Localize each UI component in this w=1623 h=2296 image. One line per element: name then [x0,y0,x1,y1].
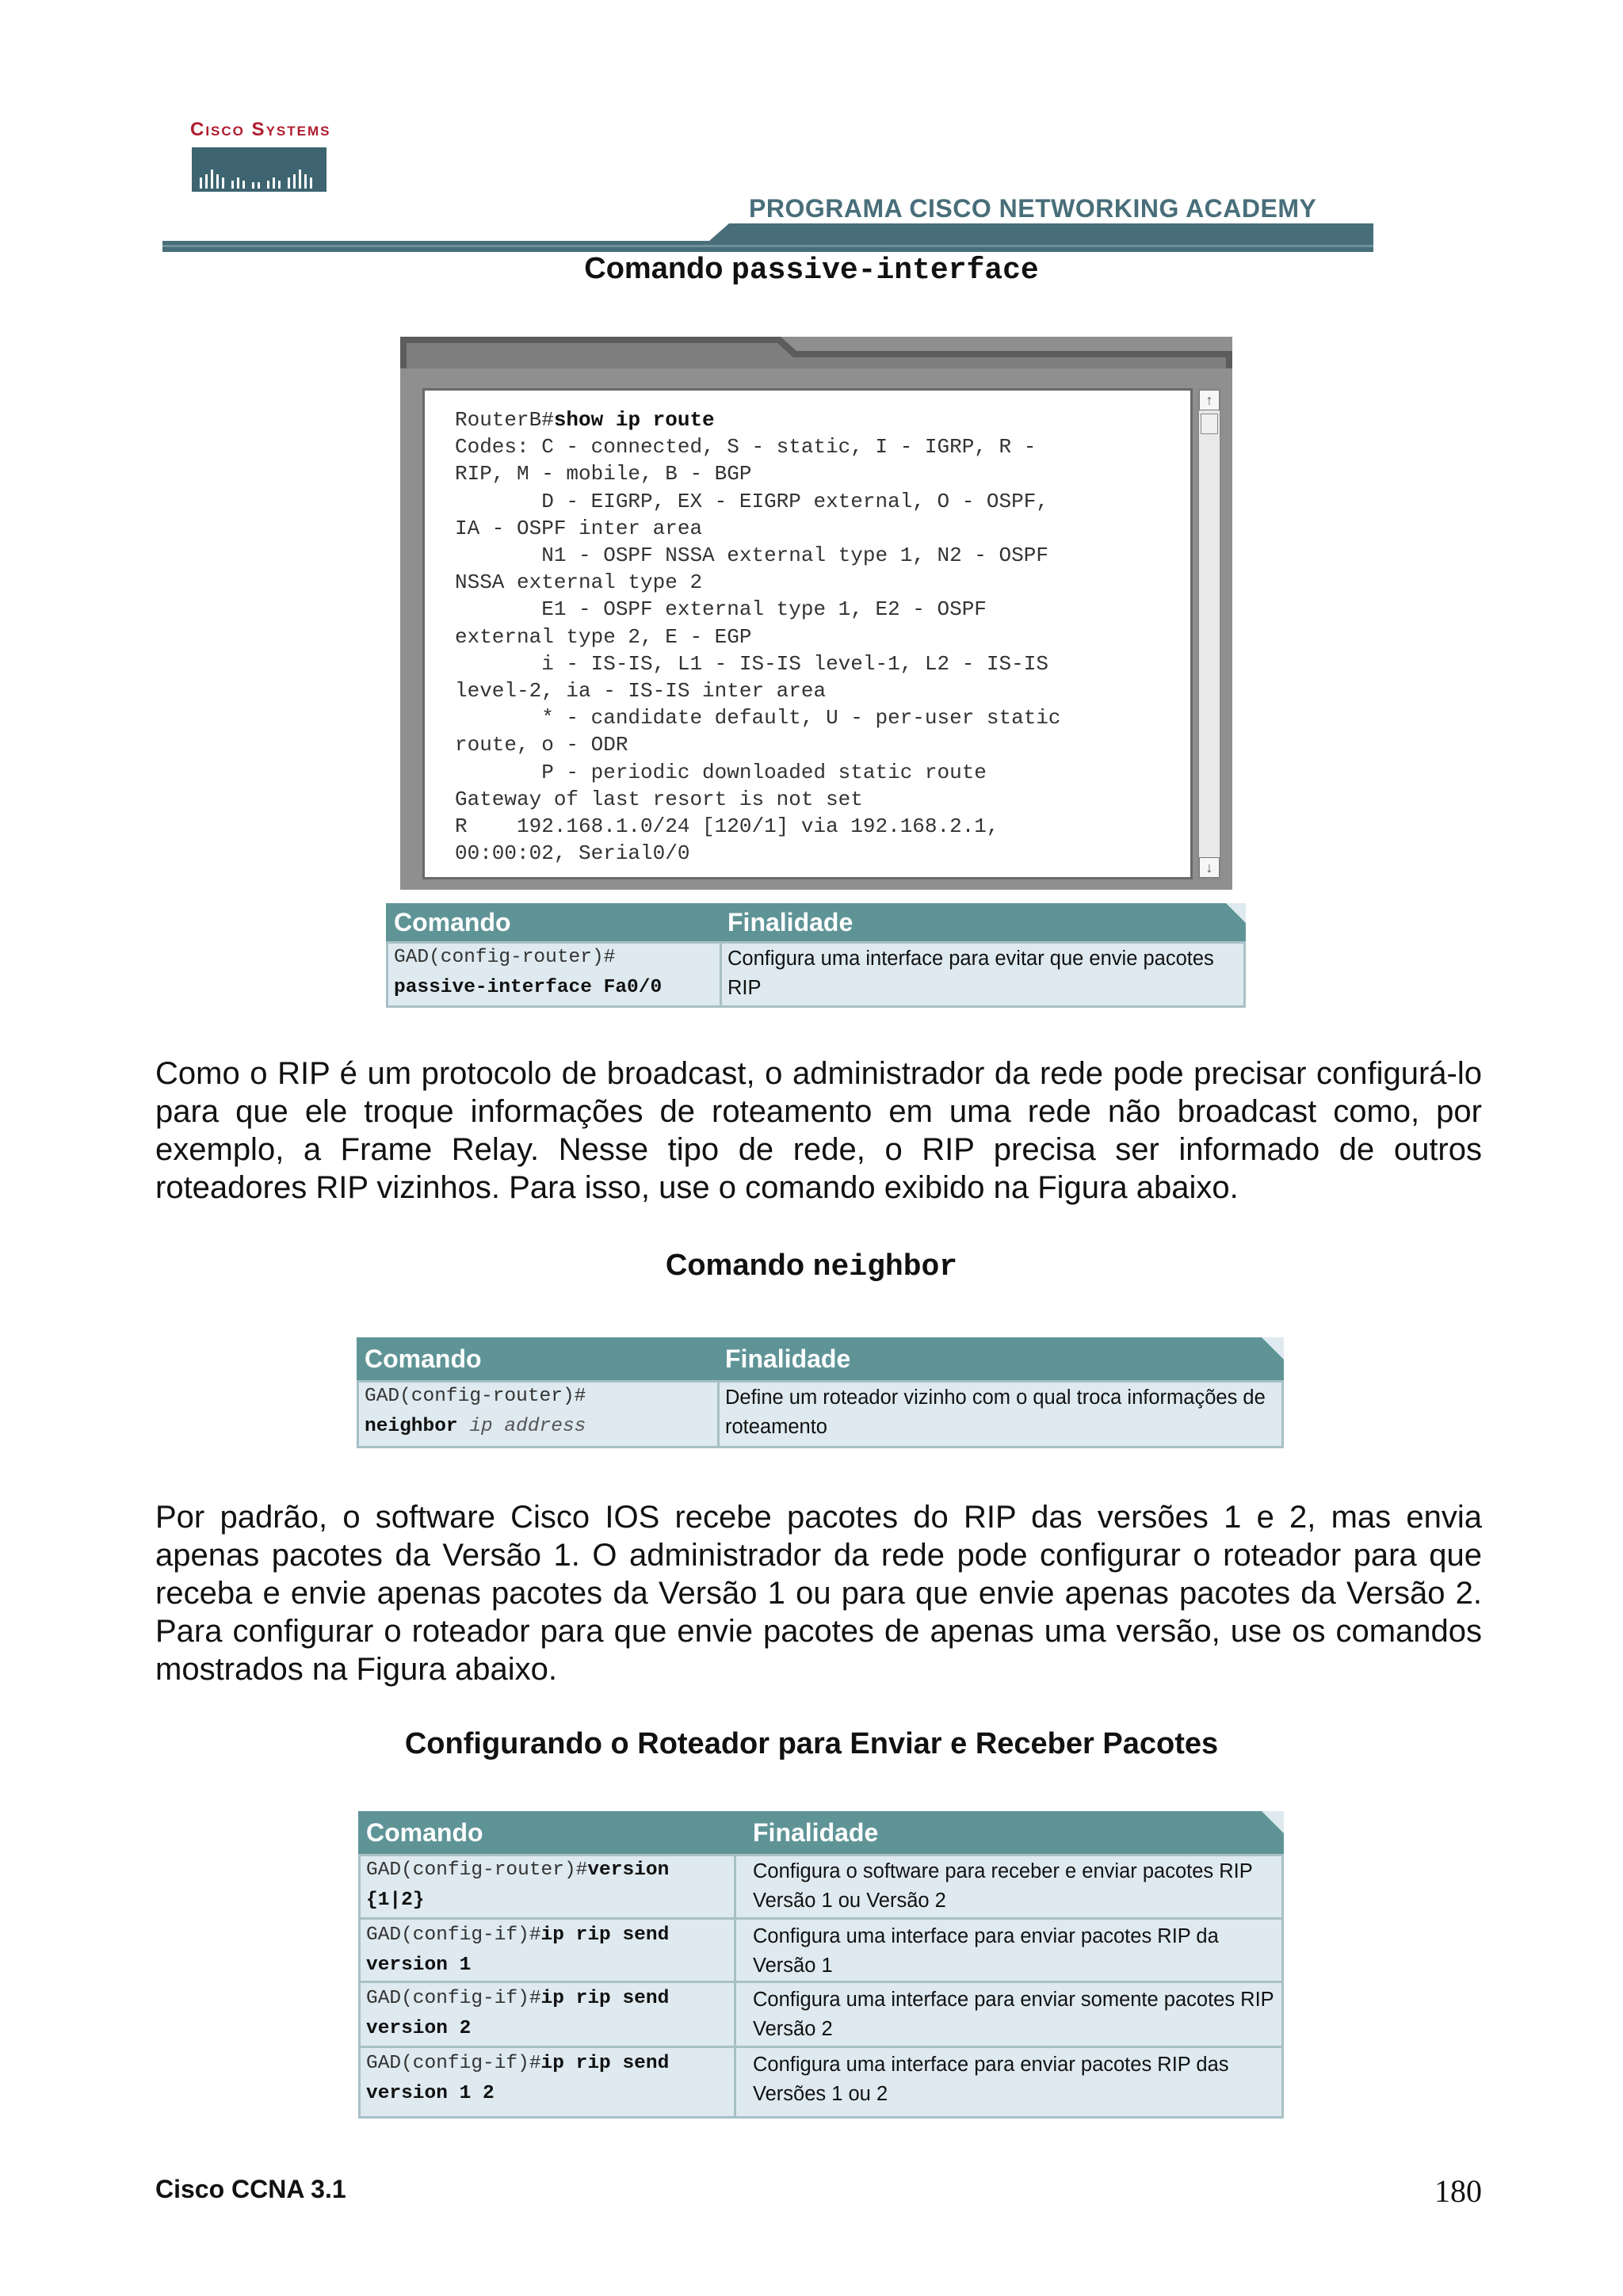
terminal-line: route, o - ODR [455,733,628,757]
terminal-line: external type 2, E - EGP [455,624,752,649]
command-text: ip rip send [540,1988,670,2009]
terminal-line: i - IS-IS, L1 - IS-IS level-1, L2 - IS-IS [455,651,1048,676]
cisco-logo-text: Cisco Systems [190,119,331,140]
command-text: ip rip send [540,1924,670,1946]
terminal-screen [422,388,1193,879]
page-number: 180 [1434,2173,1482,2209]
command-text: version 1 [366,1955,472,1976]
terminal-line: E1 - OSPF external type 1, E2 - OSPF [455,597,987,622]
terminal-output [455,406,1061,867]
terminal-line: Gateway of last resort is not set [455,787,863,811]
terminal-line: Codes: C - connected, S - static, I - IGRP, R - [455,435,1037,460]
terminal-title-bar [400,337,1232,368]
header-divider-bar [162,223,1373,252]
table-cell-purpose: Configura uma interface para enviar somente pacotes RIP Versão 2 [753,1989,1274,2040]
cisco-logo-bars-icon [192,147,327,192]
command-text: neighbor [365,1416,458,1437]
figure1-caption [0,252,1623,288]
command-argument: ip address [469,1416,586,1437]
terminal-line: N1 - OSPF NSSA external type 1, N2 - OSPF [455,543,1048,568]
figure3-table [358,1811,1284,2119]
table-row-divider [358,1917,1284,1920]
command-prompt: GAD(config-router)# [394,947,616,968]
scroll-down-arrow-icon[interactable]: ↓ [1199,857,1220,878]
command-text: {1|2} [366,1890,425,1911]
terminal-line: level-2, ia - IS-IS inter area [455,679,827,704]
scroll-thumb[interactable] [1201,414,1218,434]
figure2-table [357,1337,1284,1448]
terminal-line: 00:00:02, Serial0/0 [455,841,690,866]
terminal-window [400,337,1232,890]
table-row-divider [358,2046,1284,2048]
caption-prefix: Comando [584,252,724,285]
terminal-line: D - EIGRP, EX - EIGRP external, O - OSPF, [455,489,1048,513]
terminal-scrollbar[interactable] [1197,388,1221,879]
table-cell-command [394,943,662,1003]
figure3-caption: Configurando o Roteador para Enviar e Receber Pacotes [404,1727,1219,1760]
table-header-purpose: Finalidade [727,908,854,936]
academy-title: PROGRAMA CISCO NETWORKING ACADEMY [749,194,1317,223]
table-cell-purpose: Configura uma interface para evitar que envie pacotes RIP [727,948,1214,999]
terminal-prompt: RouterB# [455,408,554,432]
body-paragraph-2: Por padrão, o software Cisco IOS recebe pacotes do RIP das versões 1 e 2, mas envia apenas pacotes da Versão 1. O administrador da rede pode configurar o roteador para que receba e envie apenas pacotes da Versão 1 ou para que envie apenas pacotes da Versão 2. Para configurar o roteador para que envie pacotes de apenas uma versão, use os comandos mostrados na Figura abaixo. [155,1500,1482,1687]
table-cell-command [366,1920,669,1981]
command-text: version 2 [366,2018,472,2039]
table-cell-command [366,2049,669,2109]
table-header-purpose: Finalidade [725,1344,851,1373]
command-prompt: GAD(config-if)# [366,1924,541,1946]
caption-code: neighbor [812,1250,958,1284]
terminal-line: NSSA external type 2 [455,570,703,595]
terminal-command: show ip route [553,408,715,432]
command-text: ip rip send [540,2053,670,2074]
command-text: version 1 2 [366,2083,495,2104]
table-cell-purpose: Configura o software para receber e enviar pacotes RIP Versão 1 ou Versão 2 [753,1860,1253,1912]
table-header-command: Comando [394,908,511,936]
command-prompt: GAD(config-if)# [366,2053,541,2074]
terminal-line: P - periodic downloaded static route [455,760,987,784]
table-cell-purpose: Configura uma interface para enviar pacotes RIP da Versão 1 [753,1925,1219,1977]
terminal-line: R 192.168.1.0/24 [120/1] via 192.168.2.1, [455,814,999,839]
table-cell-purpose: Define um roteador vizinho com o qual troca informações de roteamento [725,1386,1266,1438]
scroll-up-arrow-icon[interactable]: ↑ [1199,390,1220,410]
command-text: passive-interface Fa0/0 [394,977,663,998]
table-cell-command [366,1984,669,2044]
terminal-line: * - candidate default, U - per-user static [455,706,1061,730]
table-row-divider [358,1981,1284,1983]
terminal-line: IA - OSPF inter area [455,516,703,540]
table-column-divider [734,1854,736,2119]
figure2-caption [0,1249,1623,1284]
table-header-command: Comando [366,1818,483,1847]
command-text: version [587,1859,670,1881]
table-column-divider [720,941,722,1008]
table-header-purpose: Finalidade [753,1818,879,1847]
body-paragraph-1: Como o RIP é um protocolo de broadcast, o administrador da rede pode precisar configurá-lo para que ele troque informações de roteamento em uma rede não broadcast como, por exemplo, a Frame Relay. Nesse tipo de rede, o RIP precisa ser informado de outros roteadores RIP vizinhos. Para isso, use o comando exibido na Figura abaixo. [155,1056,1482,1205]
table-header-command: Comando [365,1344,482,1373]
terminal-line: RIP, M - mobile, B - BGP [455,462,752,486]
table-cell-purpose: Configura uma interface para enviar pacotes RIP das Versões 1 ou 2 [753,2054,1229,2105]
caption-prefix: Comando [665,1249,805,1282]
table-cell-command [365,1382,586,1442]
footer-course-title: Cisco CCNA 3.1 [155,2175,346,2203]
command-prompt: GAD(config-router)# [366,1859,588,1881]
command-prompt: GAD(config-router)# [365,1386,586,1407]
figure1-table [386,903,1246,1008]
table-cell-command [366,1855,669,1916]
table-column-divider [717,1380,720,1448]
caption-code: passive-interface [731,254,1039,288]
command-prompt: GAD(config-if)# [366,1988,541,2009]
